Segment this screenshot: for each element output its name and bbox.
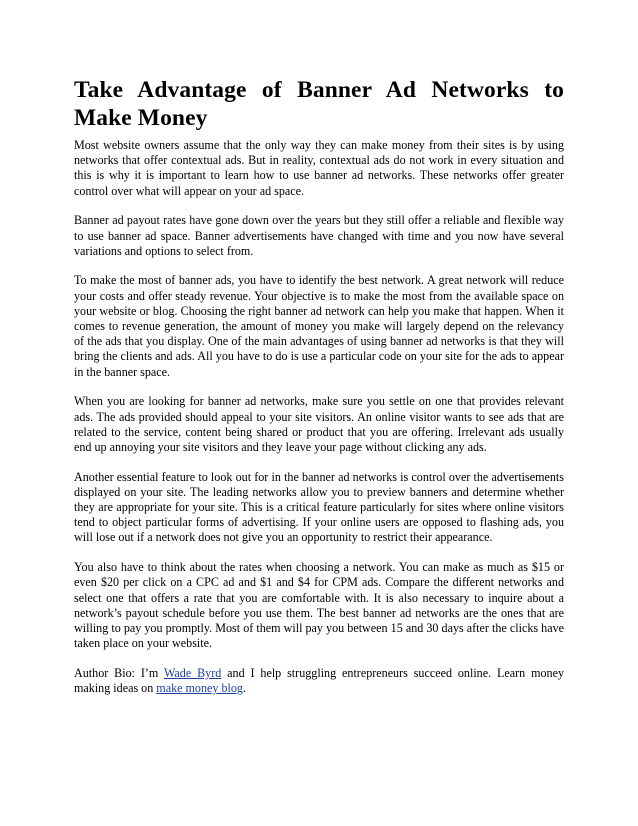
document-title: Take Advantage of Banner Ad Networks to Make Money [74, 77, 564, 131]
author-name-link[interactable]: Wade Byrd [163, 665, 222, 680]
author-bio-suffix: . [242, 681, 246, 696]
paragraph-1: Most website owners assume that the only way they can make money from their sites is by using networks that offer contextual ads. But in reality, contextual ads do not work in every situation and this is why it is important to learn how to use banner ad networks. These networks offer greater control over what will appear on your ad space. [74, 138, 564, 198]
paragraph-4: When you are looking for banner ad networks, make sure you settle on one that provides relevant ads. The ads provided should appeal to your site visitors. An online visitor wants to see ads that are related to the service, content being shared or product that you are offering. Irrelevant ads usually end up annoying your site visitors and they leave your page without clicking any ads. [74, 394, 564, 454]
document-page [74, 76, 564, 711]
paragraph-2: Banner ad payout rates have gone down over the years but they still offer a reliable and flexible way to use banner ad space. Banner advertisements have changed with time and you now have several variations and options to select from. [74, 213, 564, 258]
author-bio-middle: and I help struggling entrepreneurs succeed online. Learn money making ideas on [74, 665, 564, 696]
blog-link[interactable]: make money blog [156, 681, 243, 696]
paragraph-3: To make the most of banner ads, you have to identify the best network. A great network will reduce your costs and offer steady revenue. Your objective is to make the most from the available space on your website or blog. Choosing the right banner ad network can help you make that happen. When it comes to revenue generation, the amount of money you make will largely depend on the relevancy of the ads that you display. One of the main advantages of using banner ad networks is that they will bring the clients and ads. All you have to do is use a particular code on your site for the ads to appear in the banner space. [74, 273, 564, 379]
paragraph-5: Another essential feature to look out for in the banner ad networks is control over the advertisements displayed on your site. The leading networks allow you to preview banners and determine whether they are appropriate for your site. This is a critical feature particularly for sites where online visitors tend to object particular forms of advertising. If your online users are opposed to flashing ads, you will lose out if a network does not give you an opportunity to restrict their appearance. [74, 469, 564, 545]
author-bio [74, 666, 564, 696]
paragraph-6: You also have to think about the rates when choosing a network. You can make as much as $15 or even $20 per click on a CPC ad and $1 and $4 for CPM ads. Compare the different networks and select one that offers a rate that you are comfortable with. It is also necessary to inquire about a network’s payout schedule before you use them. The best banner ad networks are the ones that are willing to pay you promptly. Most of them will pay you between 15 and 30 days after the clicks have taken place on your website. [74, 560, 564, 651]
author-bio-prefix: Author Bio: I’m [74, 665, 164, 680]
